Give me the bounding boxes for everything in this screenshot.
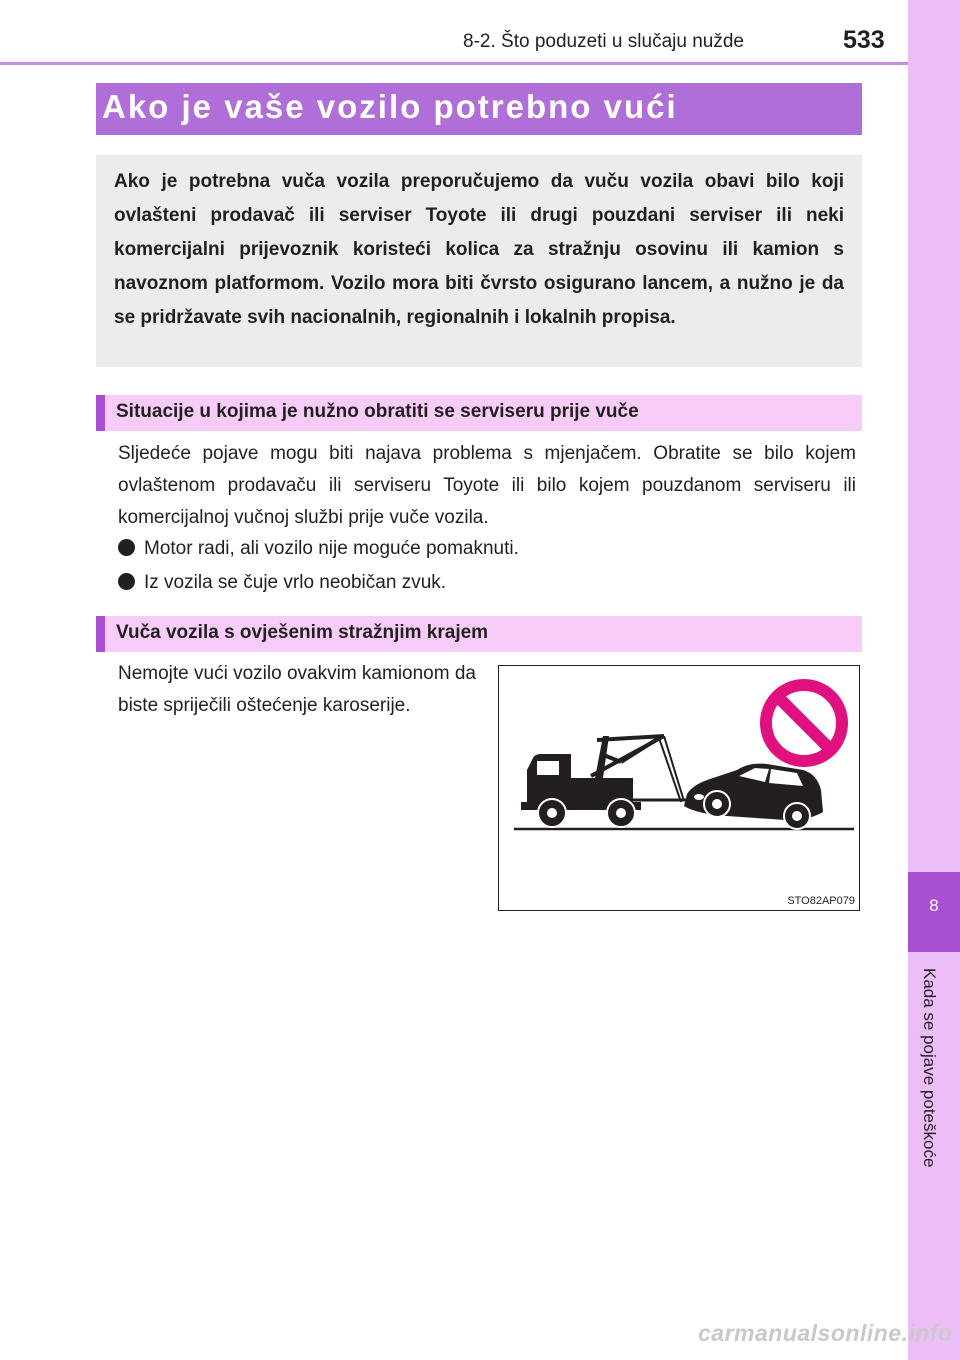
tow-truck-prohibited-illustration — [499, 666, 858, 909]
section-heading-marker — [96, 395, 105, 431]
chapter-title: Kada se pojave poteškoće — [920, 968, 939, 1168]
chapter-number-block — [908, 872, 960, 952]
watermark: carmanualsonline.info — [698, 1320, 953, 1346]
section-1-body: Sljedeće pojave mogu biti najava problema s mjenjačem. Obratite se bilo kojem ovlaštenom prodavaču ili serviseru Toyote ili bilo kojem pouzdanom serviseru ili komercijalnoj vučnoj službi prije vuče vozila. — [118, 443, 856, 528]
intro-text: Ako je potrebna vuča vozila preporučujemo da vuču vozila obavi bilo koji ovlašteni prodavač ili serviser Toyote ili drugi pouzdani serviser ili neki komercijalni prijevoznik koristeći kolica za stražnju osovinu ili kamion s navoznom platformom. Vozilo mora biti čvrsto osigurano lancem, a nužno je da se pridržavate svih nacionalnih, regionalnih i lokalnih propisa. — [114, 171, 844, 328]
towed-car-icon — [684, 764, 823, 829]
list-item — [118, 567, 446, 599]
chapter-number: 8 — [929, 896, 939, 915]
figure-caption: STO82AP079 — [787, 895, 855, 907]
prohibition-icon — [766, 685, 842, 761]
page-number: 533 — [843, 26, 885, 54]
section-2-body: Nemojte vući vozilo ovakvim kamionom da biste spriječili oštećenje karoserije. — [118, 663, 476, 716]
bullet-dot-icon — [118, 573, 135, 590]
bullet-text: Iz vozila se čuje vrlo neobičan zvuk. — [144, 572, 447, 593]
section-heading-2: Vuča vozila s ovješenim stražnjim krajem — [116, 622, 489, 643]
section-heading-bar-1 — [96, 395, 862, 431]
section-heading-marker — [96, 616, 105, 652]
running-header-section: 8-2. Što poduzeti u slučaju nužde — [463, 31, 744, 52]
bullet-text: Motor radi, ali vozilo nije moguće pomaknuti. — [144, 538, 519, 559]
towing-illustration — [498, 665, 860, 911]
list-item — [118, 533, 519, 565]
bullet-dot-icon — [118, 539, 135, 556]
page-title: Ako je vaše vozilo potrebno vući — [102, 88, 678, 125]
section-heading-bar-2 — [96, 616, 862, 652]
header-rule — [0, 62, 908, 65]
intro-box — [96, 155, 862, 367]
section-heading-1: Situacije u kojima je nužno obratiti se serviseru prije vuče — [116, 401, 639, 422]
tow-truck-icon — [521, 736, 689, 827]
